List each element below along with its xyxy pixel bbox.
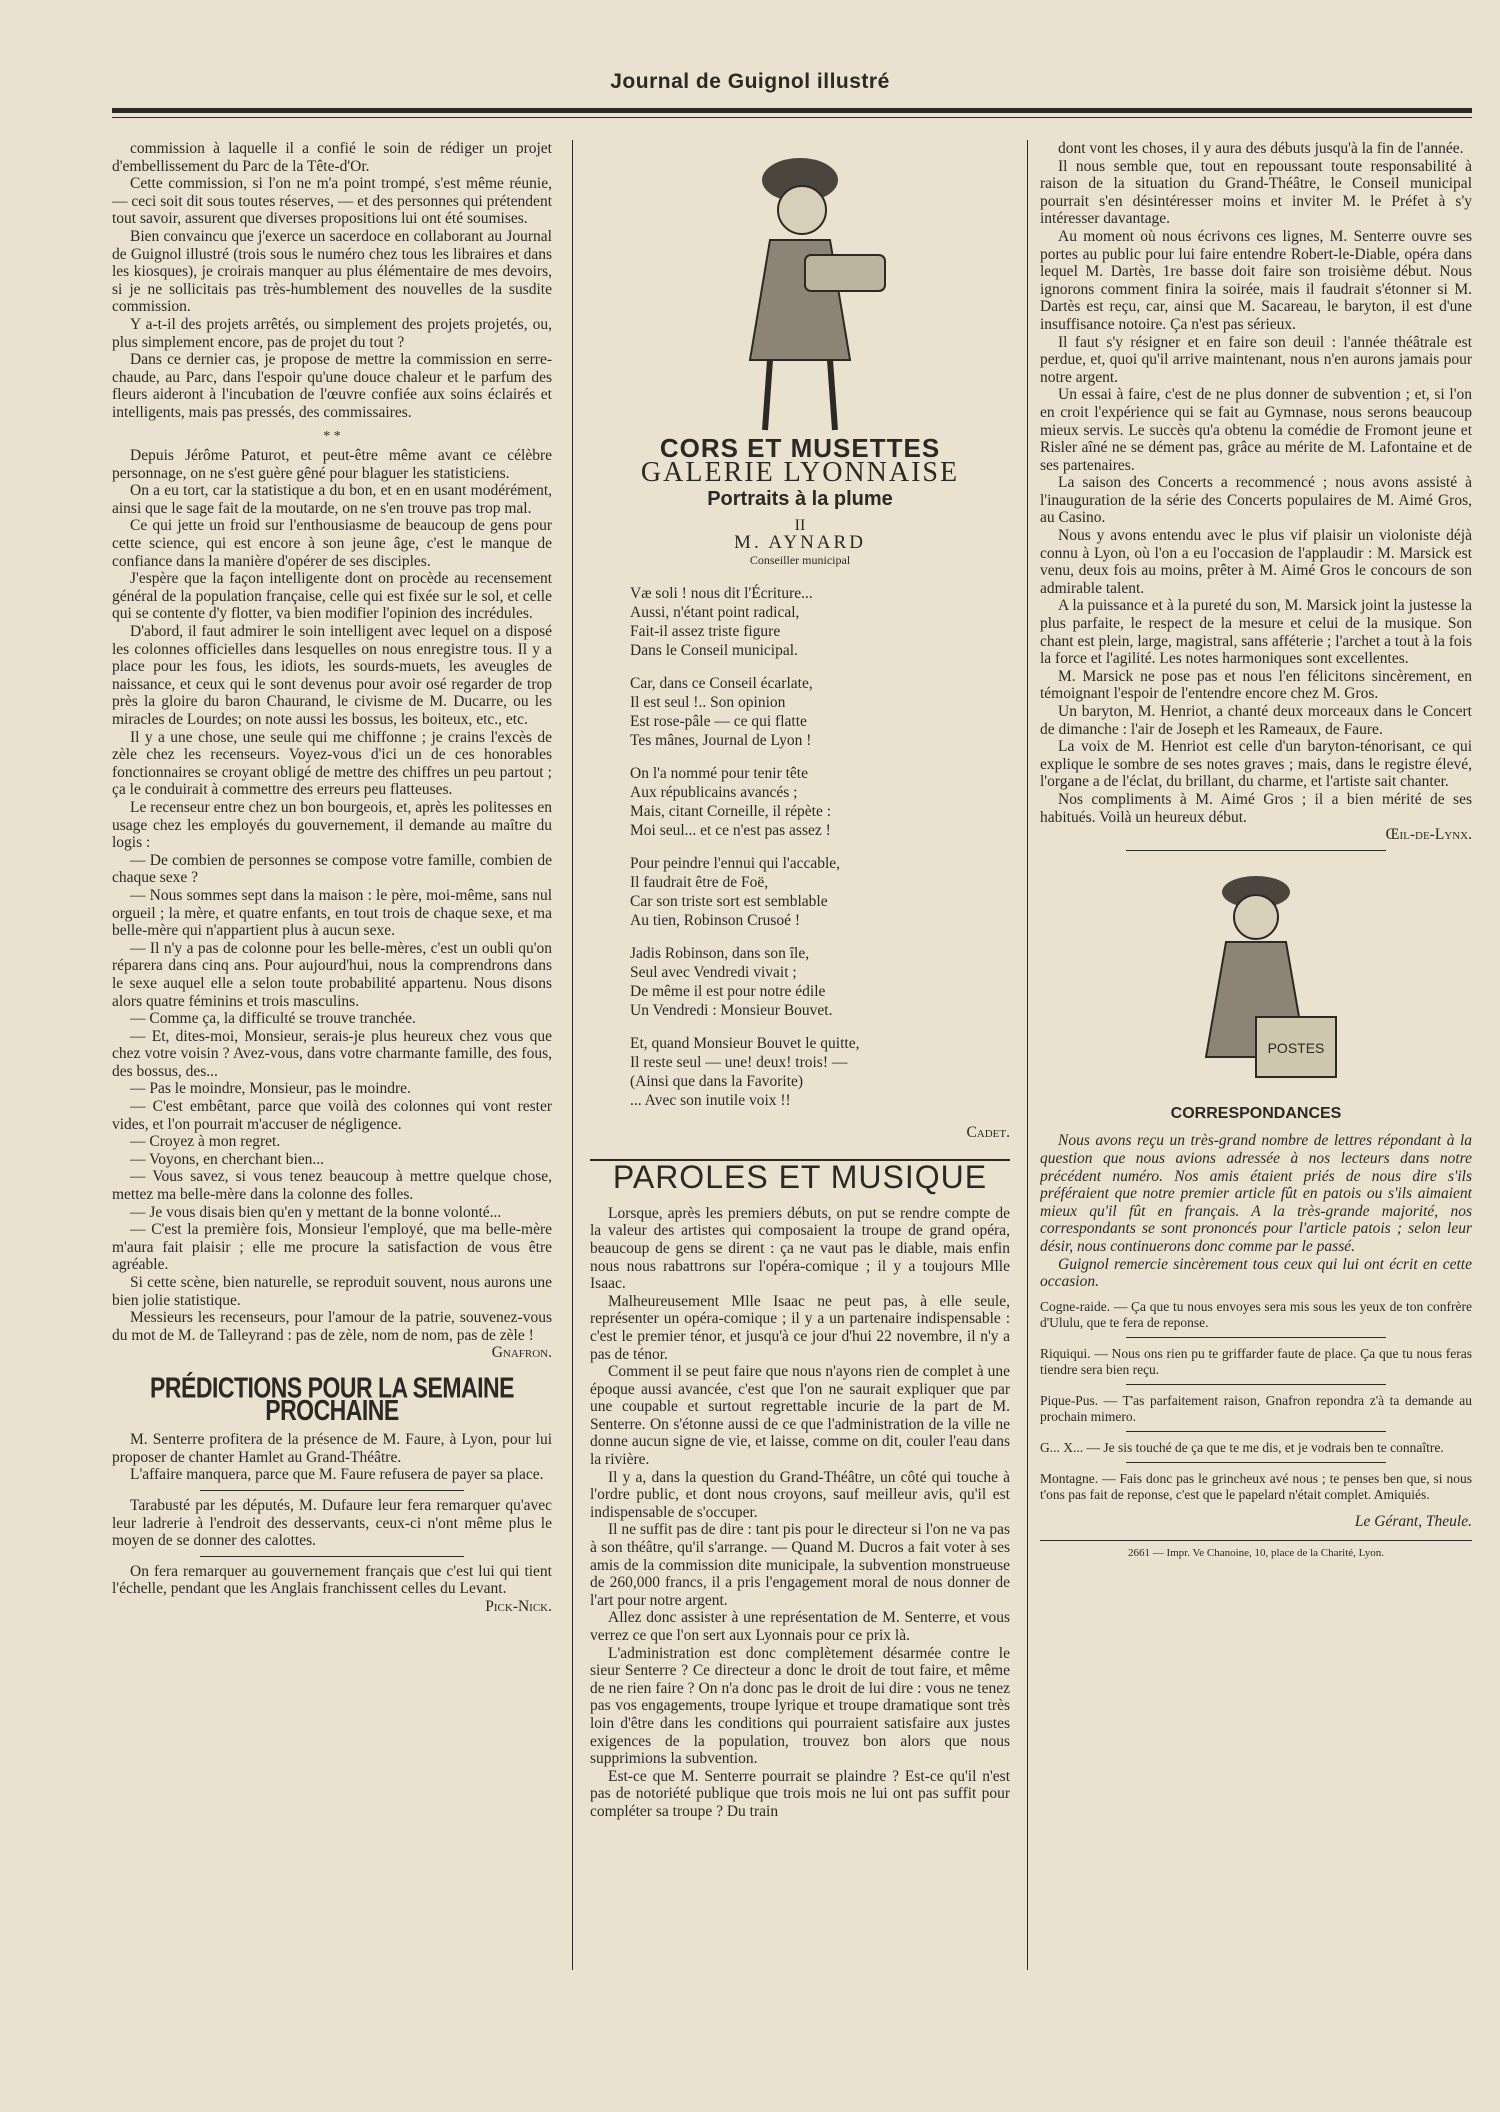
journal-title: Journal de Guignol illustré bbox=[610, 70, 890, 93]
paragraph: Ce qui jette un froid sur l'enthousiasme de beaucoup de gens pour cette science, qui est encore à son jeune âge, c'est le manque de confiance dans la manière d'opérer de ses disciples. bbox=[112, 517, 552, 570]
paragraph: — Pas le moindre, Monsieur, pas le moindre. bbox=[130, 1080, 411, 1098]
paragraph: dont vont les choses, il y aura des débuts jusqu'à la fin de l'année. bbox=[1058, 140, 1464, 157]
paragraph: Y a-t-il des projets arrêtés, ou simplement des projets projetés, ou, plus simplement encore, pas de projet du tout ? bbox=[112, 315, 552, 351]
portrait-subject: M. AYNARD bbox=[734, 532, 866, 554]
paragraph: — Il n'y a pas de colonne pour les belle-mères, c'est un oubli qu'on réparera dans cinq ans. Pour aujourd'hui, nous la comprendrons dans le sexe auquel elle a selon toute probabilité appartenu. Nous disons alors quatre féminins et trois masculins. bbox=[112, 939, 552, 1010]
poem-line: Car, dans ce Conseil écarlate, bbox=[630, 674, 813, 692]
paragraph: Le recenseur entre chez un bon bourgeois, et, après les politesses en usage chez les employés du gouvernement, il demande au maître du logis : bbox=[112, 798, 552, 852]
column-2-paragraphs bbox=[590, 1205, 1010, 1821]
cors-section-head bbox=[590, 433, 1010, 570]
signature-cadet: Cadet. bbox=[966, 1123, 1010, 1141]
poem-line: Jadis Robinson, dans son île, bbox=[630, 944, 810, 962]
correspondances-heading: CORRESPONDANCES bbox=[1170, 1104, 1342, 1122]
poem-line: Un Vendredi : Monsieur Bouvet. bbox=[630, 1001, 833, 1019]
postes-label: POSTES bbox=[1267, 1039, 1325, 1056]
paragraph: — C'est la première fois, Monsieur l'employé, que ma belle-mère m'aura fait plaisir ; elle me procure la satisfaction de vous être agréable. bbox=[112, 1221, 552, 1274]
correspondance-rule bbox=[1126, 1431, 1385, 1432]
paragraph: Il y a, dans la question du Grand-Théâtre, un côté qui touche à l'ordre public, et dont nous croyons, sauf meilleur avis, qu'il est indispensable de s'occuper. bbox=[590, 1468, 1010, 1521]
paragraph: Au moment où nous écrivons ces lignes, M. Senterre ouvre ses portes au public pour lui faire entendre Robert-le-Diable, opéra dans lequel M. Dartès, 1re basse doit faire son troisième début. Nous ignorons comment finira la soirée, mais il faudrait s'étonner si M. Dartès est reçu, car, ainsi que M. Sacareau, le baryton, il est d'une insuffisance notoire. Ça n'est pas sérieux. bbox=[1040, 227, 1472, 333]
header-rule-thick bbox=[112, 108, 1472, 113]
poem-stanza bbox=[630, 584, 1010, 660]
poem-line: Aux républicains avancés ; bbox=[630, 783, 798, 801]
paragraph: Allez donc assister à une représentation de M. Senterre, et vous verrez ce que l'on sert aux Lyonnais pour ce prix là. bbox=[590, 1609, 1010, 1644]
poem-line: Fait-il assez triste figure bbox=[630, 622, 781, 640]
paragraph: — Croyez à mon regret. bbox=[130, 1133, 281, 1151]
paragraph: L'administration est donc complètement désarmée contre le sieur Senterre ? Ce directeur a donc le droit de tout faire, et même de ne rien faire ? On n'a donc pas le droit de lui dire : vous ne tenez pas vos engagements, troupe lyrique et troupe dramatique sont très loin d'être dans les conditions qui pourraient satisfaire aux justes exigences de la population, trouvez bon alors que nous supprimions la subvention. bbox=[590, 1644, 1010, 1768]
paragraph: Un baryton, M. Henriot, a chanté deux morceaux dans le Concert de dimanche : l'air de Joseph et les Rameaux, de Faure. bbox=[1040, 703, 1472, 738]
correspondances-intro-2: Guignol remercie sincèrement tous ceux qui lui ont écrit en cette occasion. bbox=[1040, 1255, 1472, 1291]
correspondance-rule bbox=[1126, 1384, 1385, 1385]
header-rule-thin bbox=[112, 117, 1472, 118]
cors-heading: CORS ET MUSETTES bbox=[659, 433, 941, 463]
paragraph: — Nous sommes sept dans la maison : le père, moi-même, sans nul orgueil ; la mère, et quatre enfants, en tout trois de chaque sexe, et ma belle-mère qui n'appartient plus à aucun sexe. bbox=[112, 886, 552, 940]
paragraph: Nos compliments à M. Aimé Gros ; il a bien mérité de ses habitués. Voilà un heureux début. bbox=[1040, 790, 1472, 826]
paragraph: Si cette scène, bien naturelle, se reproduit souvent, nous aurons une bien jolie statistique. bbox=[112, 1274, 552, 1309]
column-3-paragraphs bbox=[1040, 140, 1472, 826]
signature-pick-nick: Pick-Nick. bbox=[485, 1597, 552, 1615]
paragraph: commission à laquelle il a confié le soin de rédiger un projet d'embellissement du Parc de la Tête-d'Or. bbox=[112, 140, 552, 175]
poem-stanza bbox=[630, 1034, 1010, 1110]
paragraph: La voix de M. Henriot est celle d'un baryton-ténorisant, ce qui explique le sombre de ses notes graves ; mais, dans le registre élevé, l'organe a de l'éclat, du brillant, du charme, et l'artiste sait chanter. bbox=[1040, 738, 1472, 791]
poem-line: Mais, citant Corneille, il répète : bbox=[630, 802, 832, 820]
column-separator-2 bbox=[1027, 140, 1028, 1970]
correspondances-list bbox=[1040, 1299, 1472, 1503]
correspondance-item: Cogne-raide. — Ça que tu nous envoyes sera mis sous les yeux de ton confrère d'Ululu, que te fera de reponse. bbox=[1040, 1298, 1472, 1330]
poem-line: Tes mânes, Journal de Lyon ! bbox=[630, 731, 812, 749]
column-2 bbox=[590, 140, 1010, 1970]
predictions-heading: PRÉDICTIONS POUR LA SEMAINE PROCHAINE bbox=[150, 1371, 514, 1426]
paragraph: — C'est embêtant, parce que voilà des colonnes qui vont rester vides, et l'on pourrait m'accuser de négligence. bbox=[112, 1098, 552, 1133]
poem-line: Il faudrait être de Foë, bbox=[630, 873, 769, 891]
correspondance-item: G... X... — Je sis touché de ça que te me dis, et je vodrais ben te connaître. bbox=[1040, 1439, 1444, 1455]
paragraph: — Voyons, en cherchant bien... bbox=[130, 1150, 324, 1168]
column-1-paragraphs-2 bbox=[112, 447, 552, 1344]
paragraph: Nous y avons entendu avec le plus vif plaisir un violoniste déjà connu à Lyon, où l'on a eu l'occasion de l'applaudir : M. Marsick est venu, deux fois au moins, prêter à M. Aimé Gros le concours de son admirable talent. bbox=[1040, 527, 1472, 597]
column-separator-1 bbox=[572, 140, 573, 1970]
paragraph: Cette commission, si l'on ne m'a point trompé, s'est même réunie, — ceci soit dit sous toutes réserves, — et des personnes qui prétendent tout savoir, assurent que diverses propositions lui ont été soumises. bbox=[112, 175, 552, 228]
poem-stanza bbox=[630, 854, 1010, 930]
postman-illustration bbox=[1156, 857, 1356, 1097]
paragraph: Est-ce que M. Senterre pourrait se plaindre ? Est-ce qu'il n'est pas de notoriété publique que trois mois ne lui ont pas suffit pour compléter sa troupe ? Du train bbox=[590, 1767, 1010, 1820]
poem-line: On l'a nommé pour tenir tête bbox=[630, 764, 808, 782]
poem-stanza bbox=[630, 764, 1010, 840]
paragraph: — Je vous disais bien qu'en y mettant de la bonne volonté... bbox=[130, 1203, 502, 1221]
poem-line: Aussi, n'étant point radical, bbox=[630, 603, 800, 621]
paragraph: Il y a une chose, une seule qui me chiffonne ; je crains l'excès de zèle chez les recenseurs. Voyez-vous d'ici un de ces honorables fonctionnaires se croyant obligé de mettre des chiffres un peu partout ; ça le conduirait à commettre des erreurs peu flatteuses. bbox=[112, 728, 552, 799]
paragraph: On a eu tort, car la statistique a du bon, et en en usant modérément, ainsi que le sage fait de la moutarde, on ne s'en trouve pas trop mal. bbox=[112, 482, 552, 517]
column-1 bbox=[112, 140, 552, 1970]
poem-line: Il est seul !.. Son opinion bbox=[630, 693, 786, 711]
poem-line: Dans le Conseil municipal. bbox=[630, 641, 798, 659]
poem-line: (Ainsi que dans la Favorite) bbox=[630, 1072, 804, 1090]
paragraph: M. Marsick ne pose pas et nous l'en félicitons sincèrement, en témoignant l'espoir de l'entendre encore chez M. Gros. bbox=[1040, 667, 1472, 703]
poem-stanza bbox=[630, 944, 1010, 1020]
paragraph: Il ne suffit pas de dire : tant pis pour le directeur si l'on ne va pas à son théâtre, qu'il s'arrange. — Quand M. Ducros a fait voter à ses amis de la commission dite municipale, la subvention monstrueuse de 260,000 francs, il a pris l'engagement moral de nous donner de l'art pour notre argent. bbox=[590, 1521, 1010, 1609]
poem-line: Car son triste sort est semblable bbox=[630, 892, 828, 910]
correspondance-rule bbox=[1126, 1462, 1385, 1463]
poem-line: Et, quand Monsieur Bouvet le quitte, bbox=[630, 1034, 860, 1052]
gerant-signature: Le Gérant, Theule. bbox=[1354, 1512, 1472, 1530]
paragraph: Un essai à faire, c'est de ne plus donner de subvention ; et, si l'on en croit l'expérience qui se fait au Gymnase, nous serons beaucoup mieux servis. Le succès qu'a obtenu la comédie de Fromont jeune et Risler aîné ne se dément pas, grâce au mérite de M. Lafontaine et de ses partenaires. bbox=[1040, 386, 1472, 474]
galerie-heading: GALERIE LYONNAISE bbox=[640, 456, 960, 488]
poem bbox=[630, 584, 1010, 1110]
portraits-heading: Portraits à la plume bbox=[707, 488, 893, 511]
poem-line: Il reste seul — une! deux! trois! — bbox=[630, 1053, 848, 1071]
poem-stanza bbox=[630, 674, 1010, 750]
paragraph: D'abord, il faut admirer le soin intelligent avec lequel on a disposé les colonnes officielles dans lesquelles on nous enregistre tous. Il y a place pour les fous, les idiots, les sourds-muets, les aveugles de naissance, et ceux qui le sont devenus pour avoir osé regarder de trop près la gloire du baron Chaurand, le civisme de M. Ducarre, ou les miracles de Lourdes; on note aussi les bossus, les boiteux, etc., etc. bbox=[112, 623, 552, 728]
paragraph: Lorsque, après les premiers débuts, on put se rendre compte de la valeur des artistes qui composaient la troupe de grand opéra, beaucoup de gens se dirent : ça ne vaut pas le diable, mais enfin nous nous rabattrons sur l'opéra-comique ; il y a toujours Mlle Isaac. bbox=[590, 1204, 1010, 1293]
printer-imprint: 2661 — Impr. Ve Chanoine, 10, place de la Charité, Lyon. bbox=[1040, 1540, 1472, 1563]
prediction-2: Tarabusté par les députés, M. Dufaure leur fera remarquer qu'avec leur ladrerie à l'endroit des desservants, ceux-ci n'ont même plus le moyen de se donner des calottes. bbox=[112, 1496, 552, 1550]
prediction-rule bbox=[200, 1490, 464, 1491]
prediction-1: M. Senterre profitera de la présence de M. Faure, à Lyon, pour lui proposer de chanter Hamlet au Grand-Théâtre. bbox=[112, 1431, 552, 1466]
paragraph: Malheureusement Mlle Isaac ne peut pas, à elle seule, représenter un opéra-comique ; il y a un partenaire indispensable : c'est le premier ténor, et jusqu'à ce jour d'hui 22 novembre, il n'y a pas de ténor. bbox=[590, 1292, 1010, 1363]
paragraph: Il nous semble que, tout en repoussant toute responsabilité à raison de la situation du Grand-Théâtre, le Conseil municipal pourrait s'en désintéresser moins et inviter M. le Préfet à s'y intéresser davantage. bbox=[1040, 157, 1472, 228]
paragraph: La saison des Concerts a recommencé ; nous avons assisté à l'inauguration de la série des Concerts populaires de M. Aimé Gros, au Casino. bbox=[1040, 474, 1472, 527]
prediction-rule bbox=[200, 1556, 464, 1557]
part-number: II bbox=[794, 516, 806, 534]
signature-gnafron: Gnafron. bbox=[491, 1344, 552, 1362]
prediction-1b: L'affaire manquera, parce que M. Faure refusera de payer sa place. bbox=[130, 1466, 544, 1484]
section-stars: * * bbox=[323, 428, 341, 444]
correspondance-item: Pique-Pus. — T'as parfaitement raison, Gnafron repondra z'à ta demande au prochain mimero. bbox=[1040, 1392, 1472, 1424]
paragraph: — Et, dites-moi, Monsieur, serais-je plus heureux chez vous que chez votre voisin ? Avez-vous, dans votre charmante famille, des fous, des bossus, des... bbox=[112, 1027, 552, 1080]
paragraph: — Comme ça, la difficulté se trouve tranchée. bbox=[130, 1010, 416, 1028]
paragraph: Depuis Jérôme Paturot, et peut-être même avant ce célèbre personnage, on ne s'est guère gêné pour blaguer les statisticiens. bbox=[112, 447, 552, 482]
paragraph: Il faut s'y résigner et en faire son deuil : l'année théâtrale est perdue, et, quoi qu'il arrive maintenant, nous n'en aurons jamais pour notre argent. bbox=[1040, 333, 1472, 386]
column-3 bbox=[1040, 140, 1472, 1970]
poem-line: De même il est pour notre édile bbox=[630, 982, 826, 1000]
correspondance-item: Riquiqui. — Nous ons rien pu te griffarder faute de place. Ça que tu nous feras tiendre sera bien reçu. bbox=[1040, 1345, 1472, 1377]
paragraph: — De combien de personnes se compose votre famille, combien de chaque sexe ? bbox=[112, 851, 552, 887]
paragraph: — Vous savez, si vous tenez beaucoup à mettre quelque chose, mettez ma belle-mère dans la colonne des folles. bbox=[112, 1168, 552, 1204]
correspondance-rule bbox=[1126, 1337, 1385, 1338]
paragraph: A la puissance et à la pureté du son, M. Marsick joint la justesse la plus parfaite, le respect de la mesure et celui de la musique. Son chant est plein, large, magistral, sans afféterie ; l'archet a tout à la fois la force et l'agilité. Les notes harmoniques sont excellentes. bbox=[1040, 597, 1472, 668]
correspondances-intro: Nous avons reçu un très-grand nombre de lettres répondant à la question que nous avions adressée à nos lecteurs dans notre précédent numéro. Nos amis étaient priés de nous dire s'ils préféraient que notre premier article fût en patois ou s'ils aimaient mieux qu'il fût en français. A la très-grande majorité, nos correspondants se sont prononcés pour l'article patois ; selon leur désir, nous continuerons donc comme par le passé. bbox=[1040, 1132, 1472, 1255]
paroles-heading: PAROLES ET MUSIQUE bbox=[590, 1159, 1010, 1195]
poem-line: ... Avec son inutile voix !! bbox=[630, 1091, 791, 1109]
prediction-3: On fera remarquer au gouvernement français que c'est lui qui tient l'échelle, pendant que les Anglais franchissent celles du Levant. bbox=[112, 1562, 552, 1598]
poem-line: Au tien, Robinson Crusoé ! bbox=[630, 911, 801, 929]
section-rule bbox=[1126, 850, 1385, 851]
poem-line: Moi seul... et ce n'est pas assez ! bbox=[630, 821, 831, 839]
column-1-paragraphs bbox=[112, 140, 552, 422]
signature-oeil-de-lynx: Œil-de-Lynx. bbox=[1385, 826, 1472, 844]
portrait-subject-role: Conseiller municipal bbox=[749, 552, 851, 567]
paragraph: Comment il se peut faire que nous n'ayons rien de complet à une époque aussi avancée, c'est que l'on ne saurait expliquer que par une coupable et surtout regrettable incurie de la part de M. Senterre. On s'étonne aussi de ce que l'administration de la ville ne donne aucun signe de vie, et laisse, comme on dit, couler l'eau dans la rivière. bbox=[590, 1363, 1010, 1469]
paragraph: J'espère que la façon intelligente dont on procède au recensement général de la population française, celle qui est fixée sur le sol, et celle qui se contente d'y flotter, va bien modifier l'opinion des incrédules. bbox=[112, 570, 552, 623]
paragraph: Bien convaincu que j'exerce un sacerdoce en collaborant au Journal de Guignol illustré (trois sous le numéro chez tous les libraires et dans les kiosques), je croirais manquer au plus élémentaire de mes devoirs, si je ne sollicitais pas très-humblement des nouvelles de la susdite commission. bbox=[112, 227, 552, 316]
poem-line: Seul avec Vendredi vivait ; bbox=[630, 963, 797, 981]
paragraph: Messieurs les recenseurs, pour l'amour de la patrie, souvenez-vous du mot de M. de Talleyrand : pas de zèle, nom de nom, pas de zèle ! bbox=[112, 1309, 552, 1344]
musician-illustration bbox=[710, 140, 890, 440]
paragraph: Dans ce dernier cas, je propose de mettre la commission en serre-chaude, au Parc, dans l'espoir qu'une douce chaleur et le parfum des fleurs aideront à l'incubation de l'œuvre confiée aux soins éclairés et intelligents, mais pas pressés, des commissaires. bbox=[112, 351, 552, 421]
poem-line: Væ soli ! nous dit l'Écriture... bbox=[630, 584, 813, 602]
poem-line: Pour peindre l'ennui qui l'accable, bbox=[630, 854, 841, 872]
correspondance-item: Montagne. — Fais donc pas le grincheux avé nous ; te penses ben que, si nous t'ons pas fait de reponse, c'est que le papelard n'était complet. Amiquiés. bbox=[1040, 1470, 1472, 1502]
poem-line: Est rose-pâle — ce qui flatte bbox=[630, 712, 807, 730]
